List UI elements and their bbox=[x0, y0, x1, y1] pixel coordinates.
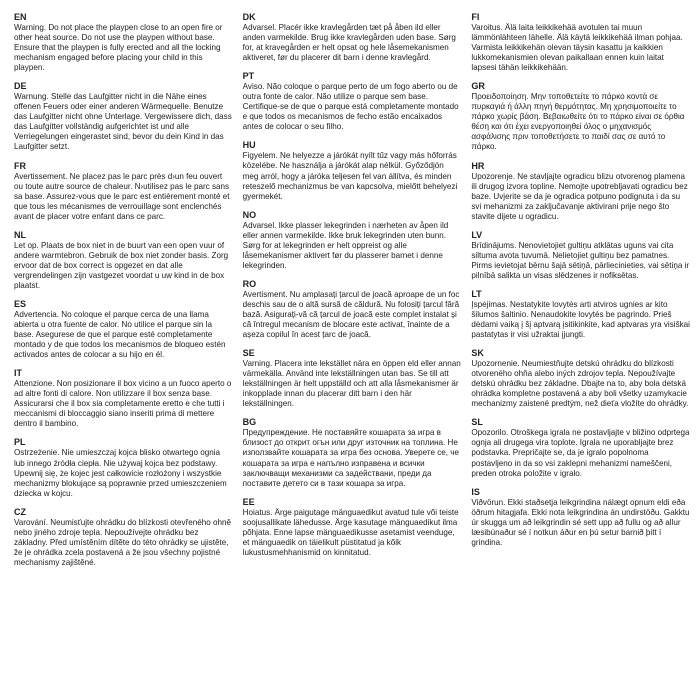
warning-block-dk bbox=[243, 12, 462, 63]
warning-block-no bbox=[243, 210, 462, 271]
warning-text: Warnung. Stelle das Laufgitter nicht in die Nähe eines offenen Feuers oder einer anderen Wärmequelle. Benutze das Laufgitter nicht ohne Unterlage. Vergewissere dich, dass das Laufgitter vollständig aufgerichtet ist und alle Verriegelungen eingerastet sind, bevor du dein Kind in das Laufgitter setzt. bbox=[14, 92, 232, 152]
warning-text: Upozorenje. Ne stavljajte ogradicu blizu otvorenog plamena ili drugog izvora topline. Nemojte upotrebljavati ogradicu bez baze. Uvjerite se da je ogradica potpuno podignuta i da su svi mehanizmi za zaključavanje aktivirani prije nego što stavite dijete u ogradicu. bbox=[471, 171, 688, 221]
language-code: EN bbox=[14, 12, 27, 22]
warning-text: Brīdinājums. Nenovietojiet gultiņu atklātas uguns vai cita siltuma avota tuvumā. Nelietojiet gultiņu bez pamatnes. Pirms ievietojat bērnu šajā sētiņā, pārliecinieties, vai sētiņa ir pilnībā salikta un visas slēdzenes ir nofiksētas. bbox=[471, 240, 690, 280]
warning-block-it bbox=[14, 368, 233, 429]
language-code: LV bbox=[471, 229, 483, 240]
warning-block-pl bbox=[14, 437, 233, 498]
warning-text: Ostrzeżenie. Nie umieszczaj kojca blisko otwartego ognia lub innego źródła ciepła. Nie używaj kojca bez podstawy. Upewnij się, że kojec jest całkowicie rozłożony i wszystkie mechanizmy blokujące są poprawnie przed umieszczeniem dziecka w kojcu. bbox=[14, 448, 227, 498]
warning-text: Figyelem. Ne helyezze a járókát nyílt tűz vagy más hőforrás közelébe. Ne használja a járókát alap nélkül. Győződjön meg arról, hogy a járóka teljesen fel van állítva, és minden reteszelő mechanizmus be van kapcsolva, mielőtt behelyezi gyermekét. bbox=[242, 151, 458, 201]
warning-text: Varning. Placera inte lekstället nära en öppen eld eller annan värmekälla. Använd inte lekställningen utan bas. Se till att lekställningen är helt uppställd och att alla låsmekanismer är inkopplade innan du placerar ditt barn i den här lekställningen. bbox=[242, 359, 461, 409]
language-code: NO bbox=[242, 209, 257, 220]
warning-block-de bbox=[14, 81, 233, 152]
language-code: SL bbox=[471, 417, 483, 428]
column-3 bbox=[471, 12, 690, 696]
language-code: CZ bbox=[14, 506, 26, 517]
warning-text: Warning. Do not place the playpen close to an open fire or other heat source. Do not use the playpen without base. Ensure that the playpen is fully erected and all the locking mechanism engaged before placing your child in this playpen. bbox=[14, 23, 223, 73]
language-code: HR bbox=[471, 160, 485, 171]
warning-block-nl bbox=[14, 230, 233, 291]
warning-text: Įspėjimas. Nestatykite lovytės arti atviros ugnies ar kito šilumos šaltinio. Nenaudokite lovytės be pagrindo. Prieš dėdami vaiką į šį aptvarą įsitikinkite, kad aptvaras yra visiškai pastatytas ir visi užraktai įjungti. bbox=[471, 299, 690, 340]
language-code: EE bbox=[242, 496, 255, 507]
language-code: DE bbox=[14, 81, 27, 92]
warning-block-fi bbox=[471, 12, 690, 73]
language-code: BG bbox=[242, 417, 257, 428]
language-code: GR bbox=[471, 81, 485, 92]
warning-block-ro bbox=[243, 279, 462, 340]
warning-block-cz bbox=[14, 507, 233, 568]
language-code: LT bbox=[471, 288, 482, 299]
warning-block-sk bbox=[471, 348, 690, 409]
warning-text: Hoiatus. Ärge paigutage mänguaedikut avatud tule või teiste soojusallikate lähedusse. Ärge kasutage mänguaedikut ilma põhjata. Enne lapse mänguaedikusse asetamist veenduge, et mänguaedik on täielikult püstitatud ja kõik lukustusmehhanismid on kinnitatud. bbox=[242, 507, 459, 557]
column-2 bbox=[243, 12, 462, 696]
warning-block-bg bbox=[243, 417, 462, 488]
warning-text: Προειδοποίηση. Μην τοποθετείτε το πάρκο κοντά σε πυρκαγιά ή άλλη πηγή θερμότητας. Μη χρησιμοποιείτε το πάρκο χωρίς βάση. Βεβαιωθείτε ότι το πάρκο είναι σε όρθια θέση και ότι έχει ενεργοποιηθεί όλος ο μηχανισμός ασφάλισης πριν τοποθετήσετε το παιδί σας σε αυτό το πάρκο. bbox=[471, 92, 685, 152]
language-code: IS bbox=[471, 486, 480, 497]
warning-text: Let op. Plaats de box niet in de buurt van een open vuur of andere warmtebron. Gebruik de box niet zonder basis. Zorg ervoor dat de box correct is opgezet en dat alle vergrendelingen zijn vastgezet voordat u uw kind in de box plaatst. bbox=[14, 240, 229, 290]
language-code: SK bbox=[471, 348, 484, 359]
warning-text: Opozorilo. Otroškega igrala ne postavljajte v bližino odprtega ognja ali drugega vira toplote. Igrala ne uporabljajte brez podstavka. Prepričajte se, da je igralo popolnoma postavljeno in da so vsi zaklepni mehanizmi nameščeni, preden otroka položite v igralo. bbox=[471, 428, 690, 478]
warning-block-lt bbox=[471, 289, 690, 340]
warning-text: Varování. Neumisťujte ohrádku do blízkosti otevřeného ohně nebo jiného zdroje tepla. Nepoužívejte ohrádku bez základny. Před umístěním dítěte do této ohrádky se ujistěte, že je ohrádka zcela postavená a že jsou všechny pojistné mechanismy zajištěné. bbox=[14, 517, 232, 567]
warning-text: Varoitus. Älä laita leikkikehää avotulen tai muun lämmönlähteen lähelle. Älä käytä leikkikehää ilman pohjaa. Varmista leikkikehän olevan täysin kasattu ja kaikkien lukkomekanismien olevan paikallaan ennen kuin laitat lapsesi tähän leikkikehään. bbox=[471, 23, 683, 73]
language-code: FI bbox=[471, 12, 480, 22]
warning-text: Attenzione. Non posizionare il box vicino a un fuoco aperto o ad altre fonti di calore. Non utilizzare il box senza base. Assicurarsi che il box sia completamente eretto e che tutti i meccanismi di bloccaggio siano inseriti prima di mettere dentro il bambino. bbox=[14, 379, 232, 429]
warning-sheet bbox=[14, 12, 690, 696]
language-code: PT bbox=[242, 71, 255, 82]
language-code: DK bbox=[242, 12, 256, 22]
language-code: NL bbox=[14, 229, 26, 240]
warning-text: Advertencia. No coloque el parque cerca de una llama abierta u otra fuente de calor. No utilice el parque sin la base. Asegurese de que el parque esté completamente montado y de que todos los mecanismos de bloqueo estén activados antes de colocar a su hijo en él. bbox=[14, 309, 226, 360]
language-code: SE bbox=[242, 348, 255, 359]
warning-text: Предупреждение. Не поставяйте кошарата за игра в близост до открит огън или друг източник на топлина. Не използвайте кошарата за игра без основа. Уверете се, че кошарата за игра е напълно изправена и всички заключващи механизми са задействани, преди да поставите детето си в тази кошара за игра. bbox=[242, 428, 459, 488]
warning-block-fr bbox=[14, 161, 233, 222]
language-code: RO bbox=[242, 278, 257, 289]
warning-text: Advarsel. Ikke plasser lekegrinden i nærheten av åpen ild eller annen varmekilde. Ikke bruk lekegrinden uten bunn. Sørg for at lekegrinden er helt oppreist og alle låsemekanismer aktivert før du plasserer barnet i denne lekegrinden. bbox=[242, 220, 449, 270]
warning-block-gr bbox=[471, 81, 690, 152]
language-code: IT bbox=[14, 368, 22, 379]
column-1 bbox=[14, 12, 233, 696]
warning-block-es bbox=[14, 299, 233, 360]
language-code: FR bbox=[14, 160, 26, 171]
warning-block-ee bbox=[243, 497, 462, 558]
language-code: HU bbox=[242, 140, 256, 151]
warning-block-is bbox=[471, 487, 690, 548]
warning-text: Viðvörun. Ekki staðsetja leikgrindina nálægt opnum eldi eða öðrum hitagjafa. Ekki nota leikgrindina án undirstöðu. Gakktu úr skugga um að leikgrindin sé sett upp að fullu og að allur læsibúnaður sé í notkun áður en þú setur barnið þitt í grindina. bbox=[471, 497, 690, 547]
language-code: ES bbox=[14, 298, 27, 309]
warning-block-hu bbox=[243, 140, 462, 201]
warning-text: Upozornenie. Neumiestňujte detskú ohrádku do blízkosti otvoreného ohňa alebo iných zdrojov tepla. Nepoužívajte detskú ohrádku bez základne. Dbajte na to, aby bola detská ohrádka kompletne postavená a aby boli všetky uzamykacie mechanizmy zaistené predtým, než dieťa vložíte do ohrádky. bbox=[471, 359, 689, 409]
warning-block-sl bbox=[471, 417, 690, 478]
warning-block-lv bbox=[471, 230, 690, 281]
warning-block-pt bbox=[243, 71, 462, 132]
warning-text: Avertisment. Nu amplasați țarcul de joacă aproape de un foc deschis sau de o altă sursă de căldură. Nu folosiți țarcul fără bază. Asigurați-vă că țarcul de joacă este complet instalat și că întregul mecanism de blocare este activat, înainte de a așeza copilul în acest țarc de joacă. bbox=[242, 289, 460, 340]
warning-text: Aviso. Não coloque o parque perto de um fogo aberto ou de outra fonte de calor. Não utilize o parque sem base. Certifique-se de que o parque está completamente montado e que todos os mecanismos de fecho estão encaixados antes de colocar o seu filho. bbox=[242, 82, 459, 132]
warning-block-hr bbox=[471, 161, 690, 222]
warning-block-se bbox=[243, 348, 462, 409]
warning-block-en bbox=[14, 12, 233, 73]
warning-text: Advarsel. Placér ikke kravlegården tæt på åben ild eller anden varmekilde. Brug ikke kravlegården uden base. Sørg for, at kravegården er helt opsat og hele låsemekanismen aktiveret, før du placerer dit barn i denne kravlegård. bbox=[242, 23, 456, 63]
language-code: PL bbox=[14, 437, 26, 448]
warning-text: Avertissement. Ne placez pas le parc près d›un feu ouvert ou toute autre source de chaleur. N›utilisez pas le parc sans sa base. Assurez-vous que le parc est entièrement monté et que tous les mécanismes de verrouillage sont enclenchés avant de placer votre enfant dans ce parc. bbox=[14, 171, 230, 221]
